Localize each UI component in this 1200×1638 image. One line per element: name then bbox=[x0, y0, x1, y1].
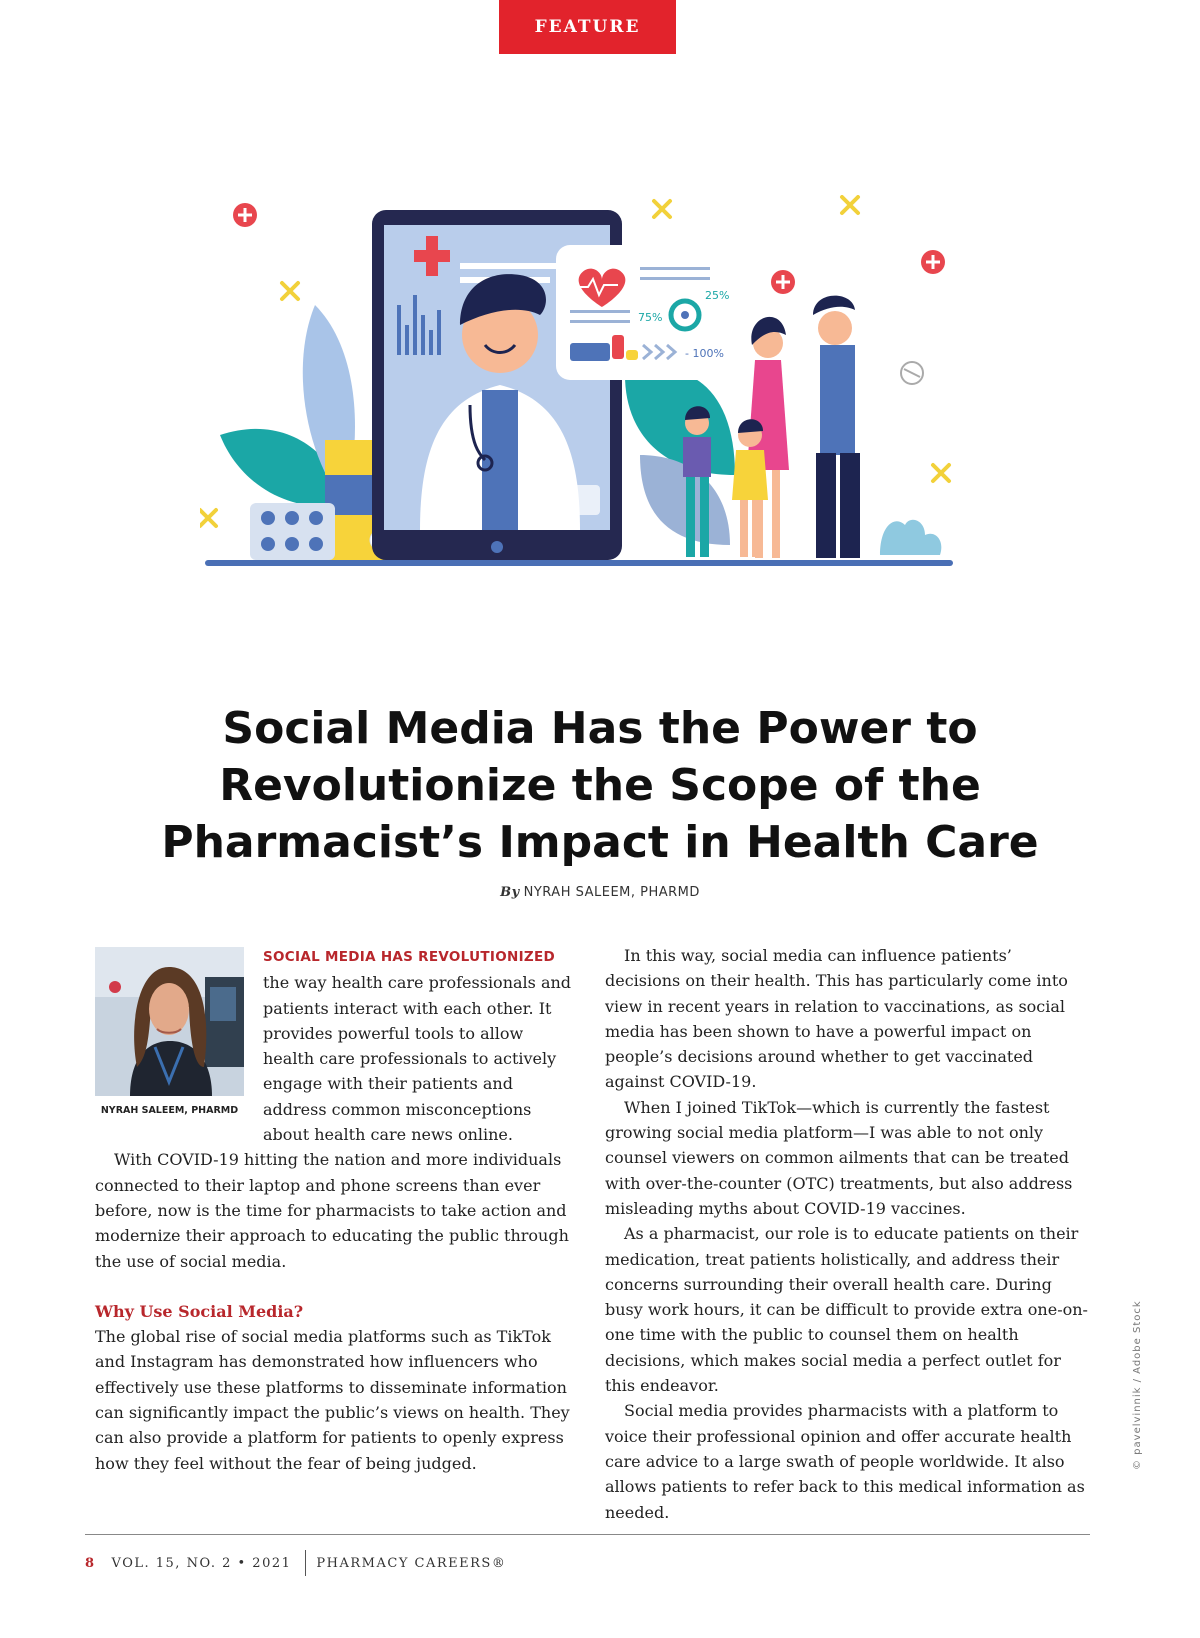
footer-rule bbox=[85, 1534, 1090, 1535]
byline-prefix: By bbox=[500, 885, 520, 900]
health-data-card bbox=[556, 245, 731, 380]
photo-credit: © pavelvinnik / Adobe Stock bbox=[1132, 1300, 1143, 1470]
stat-25-percent: 25% bbox=[705, 289, 730, 302]
stat-75-percent: 75% bbox=[638, 311, 663, 324]
page-number: 8 bbox=[85, 1555, 96, 1571]
stat-100-percent: - 100% bbox=[685, 347, 724, 360]
paragraph-3: The global rise of social media platforms such as TikTok and Instagram has demonstrated how influencers who effectively use these platforms to disseminate information can significantly impact the public’s views on health. They can also provide a platform for patients to openly express how they feel without the fear of being judged. bbox=[95, 1327, 570, 1473]
paragraph-6: As a pharmacist, our role is to educate patients on their medication, treat patients holistically, and address their concerns surrounding their overall health care. During busy work hours, it can be difficult to provide extra one-on-one time with the public to counsel them on health decisions, which makes social media a perfect outlet for this endeavor. bbox=[605, 1224, 1088, 1396]
section-tag: FEATURE bbox=[499, 0, 676, 54]
pill-outline-icon bbox=[901, 362, 923, 384]
author-photo bbox=[95, 947, 244, 1096]
subheading-why-use-social-media: Why Use Social Media? bbox=[95, 1301, 304, 1321]
column-right bbox=[605, 943, 1090, 1525]
page-footer bbox=[85, 1550, 506, 1576]
floor-line bbox=[205, 560, 953, 566]
footer-divider bbox=[305, 1550, 306, 1576]
paragraph-5: When I joined TikTok—which is currently the fastest growing social media platform—I was able to not only counsel viewers on common ailments that can be treated with over-the-counter (OTC) treatments, but also address misleading myths about COVID-19 vaccines. bbox=[605, 1097, 1073, 1218]
issue-info: VOL. 15, NO. 2 • 2021 bbox=[111, 1555, 292, 1571]
byline bbox=[0, 885, 1200, 900]
lead-in: SOCIAL MEDIA HAS REVOLUTIONIZED bbox=[263, 949, 556, 965]
article-title: Social Media Has the Power to Revolutionize the Scope of the Pharmacist’s Impact in Health Care bbox=[161, 703, 1039, 868]
byline-author: NYRAH SALEEM, PHARMD bbox=[523, 885, 700, 900]
paragraph-7: Social media provides pharmacists with a platform to voice their professional opinion and offer accurate health care advice to a large swath of people worldwide. It also allows patients to refer back to this medical information as needed. bbox=[605, 1401, 1085, 1522]
telehealth-illustration bbox=[200, 195, 1000, 605]
publication-name: PHARMACY CAREERS® bbox=[316, 1555, 507, 1571]
paragraph-4: In this way, social media can influence patients’ decisions on their health. This has particularly come into view in recent years in relation to vaccinations, as social media has been shown to have a powerful impact on people’s decisions around whether to get vaccinated against COVID-19. bbox=[605, 946, 1068, 1092]
paragraph-1-text: the way health care professionals and patients interact with each other. It provides powerful tools to allow health care professionals to actively engage with their patients and address common misconceptions about health care news online. bbox=[263, 973, 572, 1145]
paragraph-2: With COVID-19 hitting the nation and more individuals connected to their laptop and phone screens than ever before, now is the time for pharmacists to take action and modernize their approach to educating the public through the use of social media. bbox=[95, 1150, 569, 1271]
author-photo-caption: NYRAH SALEEM, PHARMD bbox=[100, 1105, 239, 1116]
